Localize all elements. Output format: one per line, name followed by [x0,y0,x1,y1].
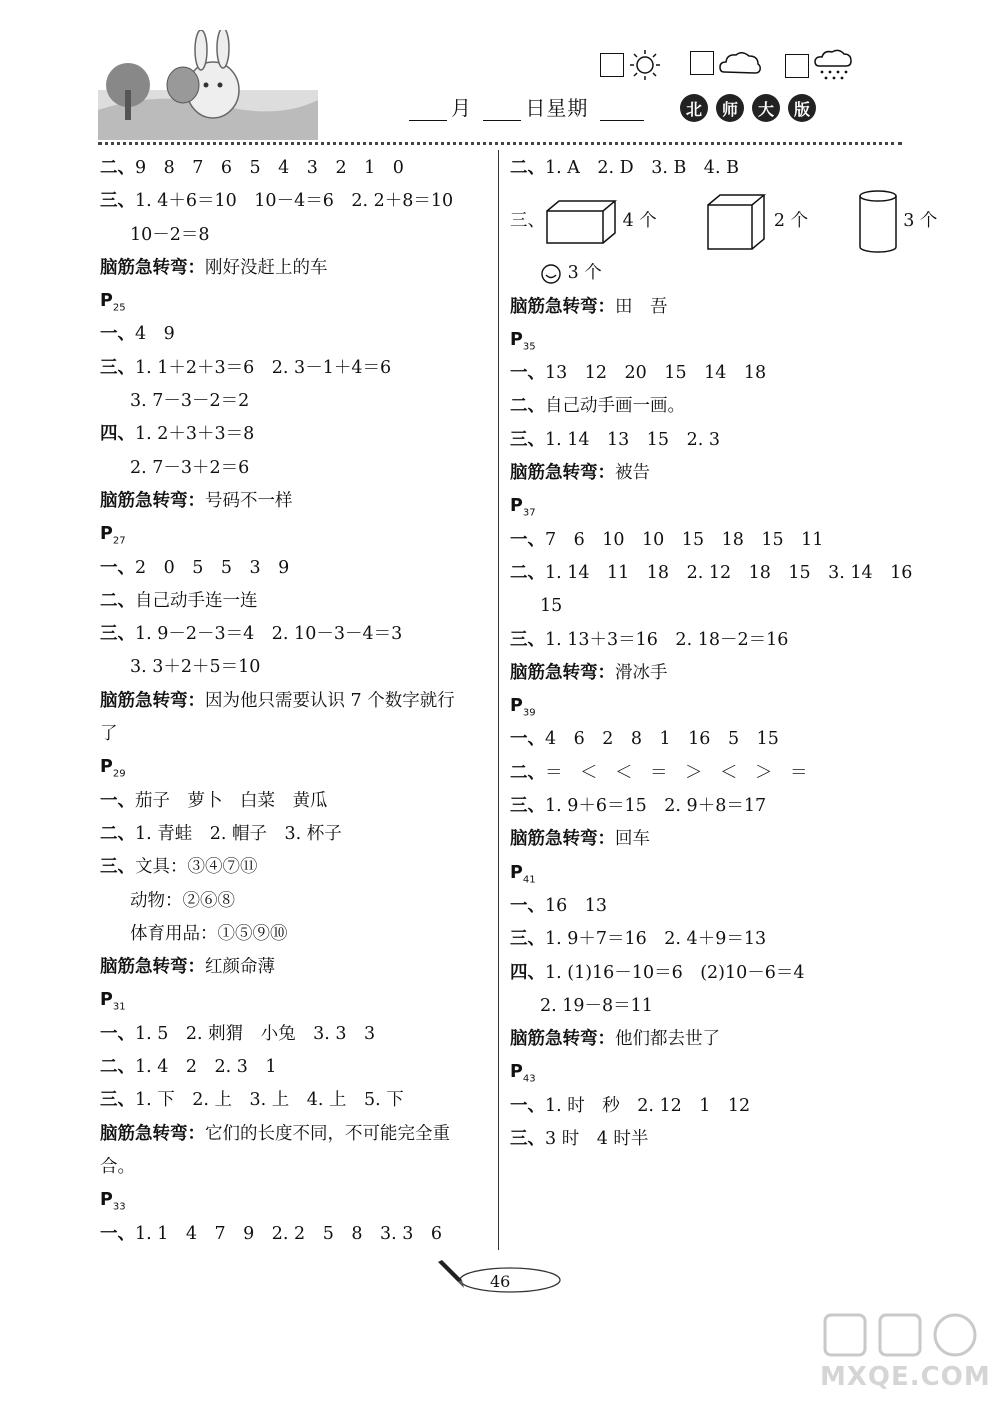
question-number: 一、 [510,1095,545,1116]
page-ref-letter: P [100,291,113,312]
page-ref-heading [100,1184,492,1217]
answer-line [510,1123,902,1156]
answer-text: 9 8 7 6 5 4 3 2 1 0 [135,158,404,178]
checkbox-cloudy[interactable] [690,51,714,75]
brain-teaser-label: 脑筋急转弯： [510,829,615,850]
watermark-logo [820,1310,990,1400]
answer-line [100,1084,492,1117]
question-number: 二、 [100,1057,135,1078]
answer-text: 合。 [100,1156,135,1177]
page-ref-heading [100,285,492,318]
page-ref-letter: P [510,1062,523,1083]
question-number: 一、 [100,1023,135,1044]
brain-teaser-line [510,823,902,856]
question-number: 一、 [510,363,545,384]
question-number: 一、 [510,729,545,750]
answer-text: 因为他只需要认识 7 个数字就行 [205,690,455,711]
brain-teaser-label: 脑筋急转弯： [510,662,615,683]
cylinder-count: 3 个 [897,211,938,232]
answer-text: 1. 1＋2＋3＝6 2. 3－1＋4＝6 [135,357,392,378]
answer-text: 7 6 10 10 15 18 15 11 [545,529,824,550]
smiley-count: 3 个 [562,263,602,284]
question-number: 三、 [510,629,545,650]
question-number: 一、 [100,790,135,811]
answer-text: 1. 2＋3＋3＝8 [135,424,255,445]
page-ref-heading [100,518,492,551]
brain-teaser-label: 脑筋急转弯： [510,1029,615,1050]
question-number: 二、 [510,762,545,783]
page-ref-letter: P [510,696,523,717]
answer-text: 它们的长度不同，不可能完全重 [205,1123,450,1144]
brain-teaser-line [510,291,902,324]
answer-text: 1. 14 13 15 2. 3 [545,429,720,450]
answer-text: 刚好没赶上的车 [205,257,328,278]
right-answer-column [510,152,938,1156]
answer-text: 13 12 20 15 14 18 [545,363,767,384]
page-ref-heading [100,984,492,1017]
cuboid-count: 4 个 [617,211,663,232]
answer-line [100,818,492,851]
answer-text: 茄子 萝卜 白菜 黄瓜 [135,790,328,811]
answer-line [100,618,492,651]
page-ref-heading [510,324,902,357]
answer-line [100,785,492,818]
edition-badges [680,94,816,122]
question-number: 二、 [100,158,135,178]
brain-teaser-line [510,457,902,490]
question-number: 三、 [100,857,135,878]
answer-line [510,624,902,657]
question-number: 三、 [510,1129,545,1150]
answer-text: 1. 1 4 7 9 2. 2 5 8 3. 3 6 [135,1223,442,1244]
page-ref-heading [510,690,902,723]
page-ref-letter: P [100,1190,113,1211]
solid-shapes-row [510,185,938,257]
question-number: 三、 [100,624,135,645]
cylinder-icon [858,189,898,255]
answer-text: 他们都去世了 [615,1029,720,1050]
answer-text: 了 [100,724,118,745]
page-ref-heading [510,857,902,890]
bunny-illustration [98,30,318,140]
brain-teaser-label: 脑筋急转弯： [510,463,615,484]
answer-line [100,1218,492,1251]
answer-line [100,352,492,385]
brain-teaser-line [100,485,492,518]
question-number: 三、 [100,1090,135,1111]
cuboid-icon [545,199,617,245]
answer-text: ＝ ＜ ＜ ＝ ＞ ＜ ＞ ＝ [545,762,808,783]
question-number: 二、 [510,396,545,417]
page-ref-number: 41 [522,874,536,886]
page-ref-number: 35 [522,341,536,353]
question-number: 四、 [100,424,135,445]
page-ref-number: 37 [522,507,536,519]
checkbox-sunny[interactable] [600,53,624,77]
page-ref-letter: P [510,862,523,883]
column-divider [498,150,499,1250]
sun-icon [628,48,662,82]
answer-line [100,152,492,185]
answer-text: 4 9 [135,324,175,345]
page-ref-letter: P [510,329,523,350]
answer-text: 自己动手画一画。 [545,396,685,417]
answer-line [510,557,913,590]
brain-teaser-label: 脑筋急转弯： [510,296,615,317]
answer-text: 滑冰手 [615,662,668,683]
answer-text: 4 6 2 8 1 16 5 15 [545,729,779,750]
answer-text: 1. (1)16－10＝6 (2)10－6＝4 [545,962,805,983]
question-number: 二、 [100,590,135,611]
question-number: 一、 [100,1223,135,1244]
page-ref-number: 39 [522,707,536,719]
answer-text: 1. A 2. D 3. B 4. B [545,158,739,178]
answer-line [100,851,492,884]
answer-text: 1. 时 秒 2. 12 1 12 [545,1095,751,1116]
answer-text: 1. 5 2. 刺猬 小兔 3. 3 3 [135,1023,376,1044]
answer-line [510,424,902,457]
answer-line [510,723,902,756]
answer-line [100,885,492,918]
page-ref-heading [510,1056,902,1089]
answer-text: 体育用品：①⑤⑨⑩ [130,923,288,944]
question-number: 二、 [510,562,545,583]
answer-line [100,585,492,618]
answer-text: 1. 下 2. 上 3. 上 4. 上 5. 下 [135,1090,404,1111]
page-ref-number: 43 [522,1073,536,1085]
header-dotted-divider [98,142,902,145]
answer-text: 3 时 4 时半 [545,1129,649,1150]
answer-line [510,957,902,990]
page-ref-heading [100,751,492,784]
answer-line [510,524,902,557]
answer-line [510,152,902,185]
answer-text: 田 吾 [615,296,668,317]
page-ref-number: 29 [112,768,126,780]
answer-line [100,918,492,951]
question-number: 三、 [100,191,135,212]
cube-count: 2 个 [768,211,814,232]
question-number: 三、 [510,211,545,232]
cube-icon [706,193,768,251]
page-ref-number: 27 [112,535,126,547]
answer-text: 回车 [615,829,650,850]
answer-line [100,219,492,252]
answer-line [510,357,902,390]
answer-line [510,890,902,923]
answer-line [510,790,902,823]
answer-text: 被告 [615,463,650,484]
brain-teaser-line [100,951,492,984]
question-number: 三、 [510,929,545,950]
brain-teaser-label: 脑筋急转弯： [100,690,205,711]
brain-teaser-label: 脑筋急转弯： [100,957,205,978]
page-ref-letter: P [100,990,113,1011]
question-number: 一、 [510,529,545,550]
page-ref-letter: P [100,524,113,545]
answer-line [100,185,492,218]
answer-line [100,1151,492,1184]
brain-teaser-label: 脑筋急转弯： [100,490,205,511]
answer-line [100,452,492,485]
answer-line [100,1051,492,1084]
answer-text: 1. 4 2 2. 3 1 [135,1057,277,1078]
question-number: 二、 [510,158,545,178]
question-number: 三、 [510,429,545,450]
day-label: 日星期 [525,96,589,120]
answer-line [510,390,902,423]
answer-line [510,590,902,623]
badge-ban: 版 [788,94,816,122]
answer-text: 1. 14 11 18 2. 12 18 15 3. 14 16 [545,562,913,583]
question-number: 二、 [100,823,135,844]
answer-text: 2 0 5 5 3 9 [135,557,290,578]
weather-cloudy [690,48,762,78]
question-number: 一、 [100,557,135,578]
answer-line [510,757,902,790]
badge-shi: 师 [716,94,744,122]
answer-text: 3. 7－3－2＝2 [130,391,250,412]
answer-line [100,318,492,351]
brain-teaser-line [100,252,492,285]
weather-sunny [600,48,662,82]
day-blank[interactable] [483,100,521,121]
brain-teaser-label: 脑筋急转弯： [100,1123,205,1144]
question-number: 四、 [510,962,545,983]
rain-cloud-icon [813,48,853,84]
answer-line [100,385,492,418]
page-ref-letter: P [510,496,523,517]
answer-text: 16 13 [545,895,608,916]
page-ref-letter: P [100,757,113,778]
page-ref-number: 33 [112,1201,126,1213]
weekday-blank[interactable] [600,100,644,121]
answer-text: 号码不一样 [205,490,293,511]
checkbox-rainy[interactable] [785,54,809,78]
answer-line [510,1090,902,1123]
watermark-text: MXQE.COM [820,1362,991,1392]
smiley-face-icon [540,263,562,285]
page-number: 46 [490,1272,511,1291]
weather-rainy [785,48,853,84]
answer-line [100,1018,492,1051]
answer-text: 3. 3＋2＋5＝10 [130,657,261,678]
month-label: 月 [451,96,472,120]
answer-line [510,990,902,1023]
page-ref-heading [510,490,902,523]
left-answer-column [100,152,492,1251]
page-ref-number: 31 [112,1001,126,1013]
question-number: 一、 [100,324,135,345]
answer-line [100,552,492,585]
answer-line [100,651,492,684]
answer-text: 1. 9－2－3＝4 2. 10－3－4＝3 [135,624,403,645]
brain-teaser-line [510,1023,902,1056]
page-header [0,0,1000,150]
answer-text: 10－2＝8 [130,224,210,245]
question-number: 一、 [510,895,545,916]
answer-text: 动物：②⑥⑧ [130,890,235,911]
watermark-emblem [820,1310,990,1360]
brain-teaser-line [510,657,902,690]
answer-text: 15 [540,596,563,617]
badge-bei: 北 [680,94,708,122]
answer-line [100,418,492,451]
answer-text: 文具：③④⑦⑪ [135,857,258,878]
brain-teaser-line [100,1118,492,1151]
answer-text: 1. 青蛙 2. 帽子 3. 杯子 [135,823,342,844]
question-number: 三、 [510,796,545,817]
brain-teaser-label: 脑筋急转弯： [100,257,205,278]
date-line [405,92,648,121]
answer-text: 1. 4＋6＝10 10－4＝6 2. 2＋8＝10 [135,191,454,212]
page-ref-number: 25 [112,302,126,314]
month-blank[interactable] [409,100,447,121]
answer-text: 红颜命薄 [205,957,275,978]
answer-text: 自己动手连一连 [135,590,258,611]
answer-text: 1. 9＋7＝16 2. 4＋9＝13 [545,929,767,950]
cloud-icon [718,48,762,78]
answer-text: 1. 13＋3＝16 2. 18－2＝16 [545,629,789,650]
answer-text: 2. 7－3＋2＝6 [130,457,250,478]
smiley-count-row [510,257,902,290]
answer-text: 2. 19－8＝11 [540,995,653,1016]
badge-da: 大 [752,94,780,122]
brain-teaser-line [100,685,492,718]
answer-line [510,923,902,956]
answer-line [100,718,492,751]
answer-text: 1. 9＋6＝15 2. 9＋8＝17 [545,796,767,817]
question-number: 三、 [100,357,135,378]
